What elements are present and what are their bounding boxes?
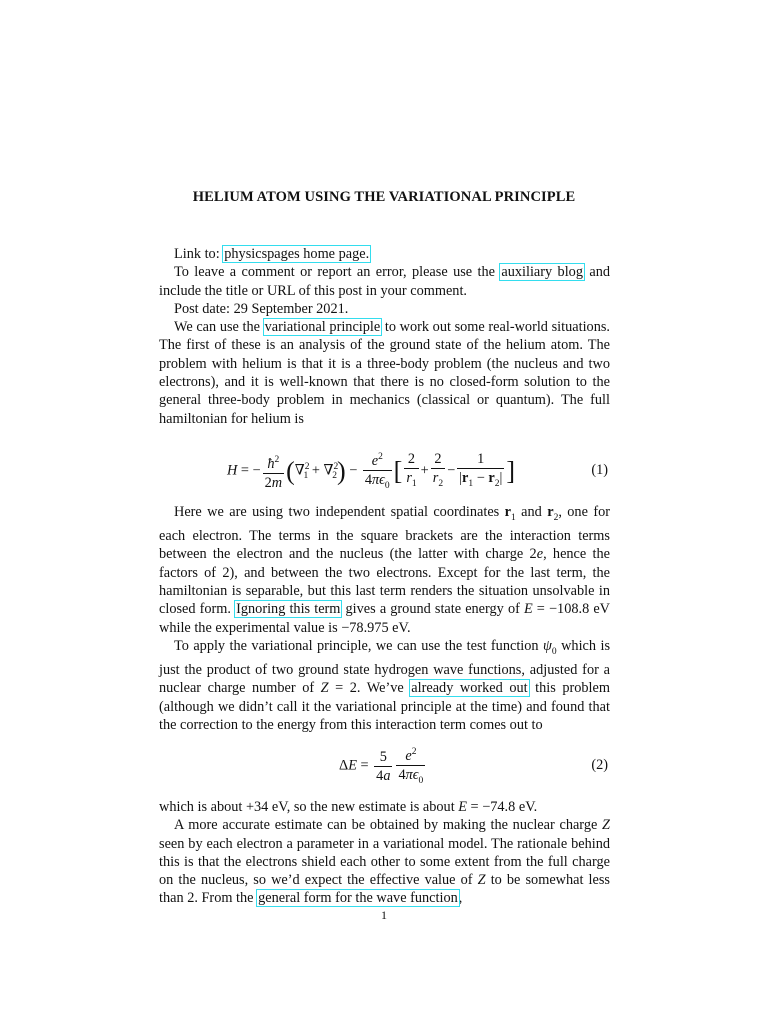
home-page-link[interactable]: physicspages home page.: [224, 246, 370, 262]
para2-text-f: = −108.8 eV while the experimental value is −78.975 eV.: [159, 601, 610, 636]
para2-text-d: , hence the factors of 2), and between the two electrons. Except for the last term, the hamiltonian is separable, but this last term renders the situation unsolvable in closed form.: [159, 546, 610, 618]
para4-text-b: = −74.8 eV.: [466, 799, 538, 815]
paragraph-variational-model: A more accurate estimate can be obtained by making the nuclear charge Z seen by each electron a parameter in a variational model. The rationale behind this is that the electrons shield each other to some extent from the full charge on the nucleus, so we’d expect the effective value of Z to be somewhat less than 2. From the general form for the wave function,: [159, 817, 611, 907]
para2-text-b: and: [515, 504, 548, 520]
already-worked-out-link[interactable]: already worked out: [411, 680, 528, 697]
equation-1: [159, 448, 610, 494]
page-number: 1: [381, 908, 387, 922]
para3-text-d: this problem (although we didn’t call it the variational principle at the time) and found that the correction to the energy from this interaction term comes out to: [159, 680, 610, 733]
paragraph-estimate: which is about +34 eV, so the new estimate is about E = −74.8 eV.: [159, 799, 538, 815]
hamiltonian-formula: H = − $\frac{ħ^2}{2m}$ (∇$^2_1$ + ∇$^2_2$) − $\frac{e^2}{4\pi\epsilon_0}$ [ $\frac{2}{r_1}$ + $\frac{2}{r_2}$ − $\frac{1}{|r_1 - r_2|}$ ]: [227, 448, 515, 495]
link-line: [159, 245, 610, 263]
para1-text-a: We can use the: [174, 319, 264, 336]
para3-text-c: = 2. We’ve: [328, 680, 411, 697]
ignoring-this-term-link[interactable]: Ignoring this term: [236, 601, 341, 618]
post-date: Post date: 29 September 2021.: [174, 300, 349, 317]
equation-1-number: (1): [591, 462, 608, 478]
para5-text-b: seen by each electron a parameter in a variational model. The rationale behind this is that the electrons shield each other to some extent from the full charge on the nucleus, so we’d expect the effective value of: [159, 835, 610, 889]
link-prefix: Link to:: [174, 246, 224, 262]
paragraph-test-function: To apply the variational principle, we can use the test function $\psi_0$ which is just the product of two ground state hydrogen wave functions, adjusted for a nuclear charge number of Z = 2. We’ve already worked out this problem (although we didn’t call it the variational principle at the time) and found that the correction to the energy from this interaction term comes out to: [159, 637, 611, 733]
energy-correction-formula: ΔE = $\frac{5}{4a}$ $\frac{e^2}{4\pi\epsilon_0}$: [339, 743, 427, 790]
para5-text-c: to be somewhat less than 2. From the: [159, 872, 611, 907]
paragraph-coordinates: Here we are using two independent spatial coordinates $r_1$ and $r_2$, one for each electron. The terms in the square brackets are the interaction terms between the electron and the nucleus (the latter with charge 2e, hence the factors of 2), and between the two electrons. Except for the last term, the hamiltonian is separable, but this last term renders the situation unsolvable in closed form. Ignoring this term gives a ground state energy of E = −108.8 eV while the experimental value is −78.975 eV.: [159, 504, 611, 636]
para2-text-e: gives a ground state energy of: [341, 601, 524, 618]
para2-text-c: , one for each electron. The terms in the square brackets are the interaction terms between the electron and the nucleus (the latter with charge 2: [159, 504, 611, 563]
para3-text-b: which is just the product of two ground state hydrogen wave functions, adjusted for a nuclear charge number of: [159, 637, 611, 697]
general-form-wave-function-link[interactable]: general form for the wave function: [258, 890, 458, 907]
comment-suffix: and include the title or URL of this post in your comment.: [159, 264, 611, 299]
para4-text-a: which is about +34 eV, so the new estimate is about: [159, 799, 459, 815]
body-block-2: [159, 798, 610, 908]
para5-text-a: A more accurate estimate can be obtained by making the nuclear charge: [174, 817, 603, 834]
para5-text-d: ,: [458, 890, 463, 907]
para1-text-b: to work out some real-world situations. The first of these is an analysis of the ground state of the helium atom. The problem with helium is that it is a three-body problem (the nucleus and two electrons), and it is well-known that there is no closed-form solution to the general three-body problem in mechanics (classical or quantum). The full hamiltonian for helium is: [159, 319, 610, 427]
equation-2: [159, 743, 610, 789]
header-block: [159, 245, 610, 428]
para3-text-a: To apply the variational principle, we can use the test function: [174, 637, 544, 654]
para2-text-a: Here we are using two independent spatial coordinates: [174, 504, 505, 520]
equation-2-number: (2): [591, 757, 608, 773]
comment-line: [159, 263, 610, 300]
body-block-1: [159, 503, 610, 734]
variational-principle-link[interactable]: variational principle: [264, 319, 381, 336]
paragraph-intro: [159, 318, 610, 428]
auxiliary-blog-link[interactable]: auxiliary blog: [501, 264, 583, 281]
comment-prefix: To leave a comment or report an error, please use the: [174, 264, 501, 281]
page-title: HELIUM ATOM USING THE VARIATIONAL PRINCIPLE: [192, 189, 576, 205]
